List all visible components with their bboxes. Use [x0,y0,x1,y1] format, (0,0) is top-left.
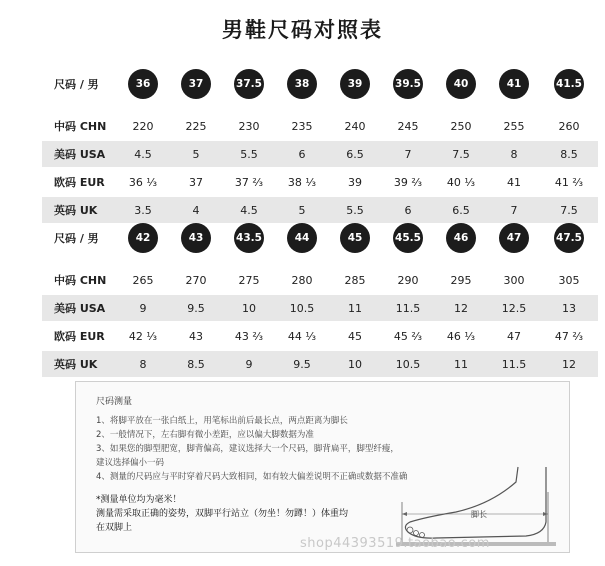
table-cell: 255 [503,119,525,133]
size-badge: 38 [287,69,317,99]
row-label: 美码 USA [54,148,106,161]
table-cell: 40 ⅓ [446,175,476,189]
size-badge: 46 [446,223,476,253]
size-badge: 45 [340,223,370,253]
table-cell: 9.5 [187,301,205,315]
table-cell: 7 [510,203,518,217]
table-cell: 9.5 [293,357,311,371]
row-label: 中码 CHN [54,120,107,133]
measurement-step: 4、测量的尺码应与平时穿着尺码大致相同，如有较大偏差说明不正确或数据不准确 [96,472,408,482]
table-cell: 39 ⅔ [393,175,423,189]
row-label: 美码 USA [54,302,106,315]
table-cell: 7 [404,147,412,161]
size-badge: 43.5 [234,223,264,253]
table-row [42,267,598,293]
table-cell: 41 [507,175,521,189]
size-badge: 39.5 [393,69,423,99]
table-cell: 230 [238,119,260,133]
table-cell: 12 [454,301,468,315]
size-badge: 37.5 [234,69,264,99]
table-cell: 9 [139,301,147,315]
chart-title: 男鞋尺码对照表 [222,18,383,42]
table-cell: 10 [242,301,256,315]
table-row [42,141,598,167]
table-cell: 36 ⅓ [128,175,158,189]
table-cell: 5.5 [346,203,364,217]
table-cell: 11 [454,357,468,371]
table-cell: 260 [558,119,580,133]
table-cell: 5 [298,203,306,217]
table-cell: 265 [132,273,154,287]
table-cell: 11.5 [501,357,527,371]
table-cell: 235 [291,119,313,133]
table-cell: 305 [558,273,580,287]
row-label: 欧码 EUR [54,176,105,189]
table-cell: 225 [185,119,207,133]
table-cell: 9 [245,357,253,371]
table-cell: 240 [344,119,366,133]
table-cell: 4.5 [134,147,152,161]
table-cell: 41 ⅔ [554,175,584,189]
table-cell: 43 ⅔ [234,329,264,343]
table-row [42,113,598,139]
size-row [42,225,598,251]
table-cell: 5.5 [240,147,258,161]
size-badge: 41.5 [554,69,584,99]
table-cell: 47 ⅔ [554,329,584,343]
foot-diagram-icon [396,462,556,547]
posture-note: 测量需采取正确的姿势，双脚平行站立（勿坐！勿蹲！）体重均 [96,509,349,519]
table-cell: 8.5 [187,357,205,371]
table-cell: 13 [562,301,576,315]
table-cell: 37 ⅔ [234,175,264,189]
row-label: 英码 UK [54,358,98,371]
table-row [42,351,598,377]
table-cell: 8.5 [560,147,578,161]
table-cell: 45 ⅔ [393,329,423,343]
size-badge: 45.5 [393,223,423,253]
row-label: 尺码 / 男 [54,78,99,91]
row-label: 英码 UK [54,204,98,217]
unit-note: *测量单位均为毫米！ [96,495,182,505]
size-row [42,71,598,97]
table-cell: 250 [450,119,472,133]
posture-note: 在双脚上 [96,523,133,533]
size-badge: 47.5 [554,223,584,253]
table-cell: 285 [344,273,366,287]
table-cell: 11.5 [395,301,421,315]
table-cell: 11 [348,301,362,315]
size-badge: 42 [128,223,158,253]
row-label: 中码 CHN [54,274,107,287]
table-cell: 8 [139,357,147,371]
size-badge: 40 [446,69,476,99]
size-badge: 41 [499,69,529,99]
table-cell: 270 [185,273,207,287]
table-cell: 42 ⅓ [128,329,158,343]
table-cell: 275 [238,273,260,287]
table-cell: 7.5 [452,147,470,161]
table-row [42,295,598,321]
size-badge: 43 [181,223,211,253]
table-cell: 6.5 [452,203,470,217]
table-cell: 6.5 [346,147,364,161]
table-cell: 12 [562,357,576,371]
table-cell: 3.5 [134,203,152,217]
measurement-step: 1、将脚平放在一张白纸上，用笔标出前后最长点，两点距离为脚长 [96,416,348,426]
foot-length-label: 脚长 [471,510,487,519]
size-badge: 47 [499,223,529,253]
table-cell: 6 [404,203,412,217]
table-cell: 4.5 [240,203,258,217]
table-cell: 6 [298,147,306,161]
table-cell: 10.5 [395,357,421,371]
table-cell: 220 [132,119,154,133]
size-badge: 36 [128,69,158,99]
size-badge: 37 [181,69,211,99]
table-cell: 280 [291,273,313,287]
table-cell: 39 [348,175,362,189]
table-cell: 43 [189,329,203,343]
table-cell: 4 [192,203,200,217]
row-label: 欧码 EUR [54,330,105,343]
table-cell: 245 [397,119,419,133]
table-row [42,197,598,223]
table-cell: 295 [450,273,472,287]
table-cell: 290 [397,273,419,287]
watermark: shop44393519.taobao.com [300,536,490,551]
table-cell: 300 [503,273,525,287]
table-cell: 47 [507,329,521,343]
table-cell: 7.5 [560,203,578,217]
table-cell: 5 [192,147,200,161]
table-cell: 45 [348,329,362,343]
row-label: 尺码 / 男 [54,232,99,245]
measurement-guide [75,381,570,553]
table-row [42,169,598,195]
measurement-heading: 尺码测量 [96,397,133,407]
measurement-step: 建议选择偏小一码 [96,458,165,468]
table-cell: 10 [348,357,362,371]
table-row [42,323,598,349]
measurement-step: 2、一般情况下，左右脚有微小差距，应以偏大脚数据为准 [96,430,314,440]
table-cell: 46 ⅓ [446,329,476,343]
size-badge: 44 [287,223,317,253]
table-cell: 44 ⅓ [287,329,317,343]
table-cell: 12.5 [501,301,527,315]
table-cell: 8 [510,147,518,161]
table-cell: 37 [189,175,203,189]
measurement-step: 3、如果您的脚型肥宽，脚背偏高，建议选择大一个尺码，脚背扁平，脚型纤瘦， [96,444,399,454]
table-cell: 10.5 [289,301,315,315]
size-badge: 39 [340,69,370,99]
table-cell: 38 ⅓ [287,175,317,189]
